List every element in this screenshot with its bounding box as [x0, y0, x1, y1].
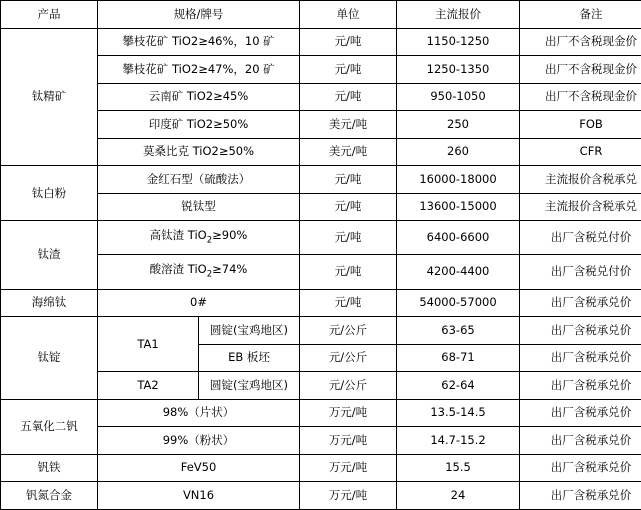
- cell-product: 钒氮合金: [1, 482, 98, 510]
- cell-grade: TA1: [98, 317, 199, 372]
- cell-product: 钒铁: [1, 454, 98, 482]
- table-row: [1, 255, 641, 289]
- cell-remark: FOB: [520, 111, 641, 139]
- cell-remark: 出厂含税承兑价: [520, 454, 641, 482]
- cell-unit: 元/吨: [300, 255, 397, 289]
- cell-remark: 出厂含税兑付价: [520, 255, 641, 289]
- cell-unit: 万元/吨: [300, 399, 397, 427]
- cell-remark: 出厂含税承兑价: [520, 289, 641, 317]
- table-row: [1, 56, 641, 84]
- cell-product: 钛精矿: [1, 28, 98, 166]
- cell-remark: 出厂含税承兑价: [520, 482, 641, 510]
- header-spec: 规格/牌号: [98, 1, 300, 29]
- table-row: [1, 28, 641, 56]
- cell-unit: 万元/吨: [300, 482, 397, 510]
- table-row: [1, 317, 641, 345]
- cell-unit: 元/吨: [300, 83, 397, 111]
- cell-spec: 0#: [98, 289, 300, 317]
- cell-price: 14.7-15.2: [397, 427, 520, 455]
- cell-spec: 酸溶渣 TiO$_2$≥74%: [98, 255, 300, 289]
- table-row: [1, 454, 641, 482]
- cell-price: 950-1050: [397, 83, 520, 111]
- cell-price: 24: [397, 482, 520, 510]
- cell-spec: 印度矿 TiO2≥50%: [98, 111, 300, 139]
- table-row: [1, 399, 641, 427]
- cell-price: 68-71: [397, 344, 520, 372]
- cell-price: 13.5-14.5: [397, 399, 520, 427]
- cell-remark: 出厂含税承兑价: [520, 427, 641, 455]
- table-row: [1, 482, 641, 510]
- cell-price: 1250-1350: [397, 56, 520, 84]
- cell-product: 海绵钛: [1, 289, 98, 317]
- cell-spec: 莫桑比克 TiO2≥50%: [98, 138, 300, 166]
- cell-remark: 主流报价含税承兑: [520, 193, 641, 221]
- cell-price: 63-65: [397, 317, 520, 345]
- cell-unit: 元/公斤: [300, 344, 397, 372]
- cell-spec: 圆锭(宝鸡地区): [199, 317, 300, 345]
- cell-grade: TA2: [98, 372, 199, 400]
- cell-price: 15.5: [397, 454, 520, 482]
- cell-unit: 元/吨: [300, 166, 397, 194]
- cell-remark: 出厂含税兑付价: [520, 221, 641, 255]
- cell-unit: 元/吨: [300, 56, 397, 84]
- cell-price: 13600-15000: [397, 193, 520, 221]
- table-row: [1, 372, 641, 400]
- cell-price: 54000-57000: [397, 289, 520, 317]
- cell-spec: 云南矿 TiO2≥45%: [98, 83, 300, 111]
- cell-spec: VN16: [98, 482, 300, 510]
- cell-unit: 元/吨: [300, 289, 397, 317]
- cell-unit: 元/公斤: [300, 372, 397, 400]
- table-row: [1, 427, 641, 455]
- cell-remark: 出厂不含税现金价: [520, 56, 641, 84]
- cell-price: 6400-6600: [397, 221, 520, 255]
- header-price: 主流报价: [397, 1, 520, 29]
- header-unit: 单位: [300, 1, 397, 29]
- cell-product: 钛渣: [1, 221, 98, 289]
- cell-remark: 出厂含税承兑价: [520, 372, 641, 400]
- table-row: [1, 166, 641, 194]
- cell-spec: FeV50: [98, 454, 300, 482]
- cell-product: 钛锭: [1, 317, 98, 400]
- cell-spec: 金红石型（硫酸法）: [98, 166, 300, 194]
- cell-unit: 美元/吨: [300, 111, 397, 139]
- cell-unit: 元/公斤: [300, 317, 397, 345]
- table-row: [1, 111, 641, 139]
- cell-remark: 出厂含税承兑价: [520, 317, 641, 345]
- cell-spec: EB 板坯: [199, 344, 300, 372]
- cell-remark: 出厂不含税现金价: [520, 28, 641, 56]
- cell-remark: 出厂含税承兑价: [520, 344, 641, 372]
- cell-unit: 万元/吨: [300, 454, 397, 482]
- table-row: [1, 221, 641, 255]
- cell-price: 260: [397, 138, 520, 166]
- cell-spec: 圆锭(宝鸡地区): [199, 372, 300, 400]
- cell-price: 1150-1250: [397, 28, 520, 56]
- cell-price: 16000-18000: [397, 166, 520, 194]
- table-header-row: [1, 1, 641, 29]
- cell-remark: CFR: [520, 138, 641, 166]
- cell-spec: 锐钛型: [98, 193, 300, 221]
- cell-unit: 万元/吨: [300, 427, 397, 455]
- cell-spec: 高钛渣 TiO$_2$≥90%: [98, 221, 300, 255]
- cell-unit: 元/吨: [300, 221, 397, 255]
- cell-spec: 98%（片状）: [98, 399, 300, 427]
- cell-remark: 出厂含税承兑价: [520, 399, 641, 427]
- cell-unit: 元/吨: [300, 193, 397, 221]
- cell-spec: 99%（粉状）: [98, 427, 300, 455]
- cell-product: 五氧化二钒: [1, 399, 98, 454]
- cell-unit: 美元/吨: [300, 138, 397, 166]
- header-product: 产品: [1, 1, 98, 29]
- cell-product: 钛白粉: [1, 166, 98, 221]
- cell-price: 250: [397, 111, 520, 139]
- cell-price: 4200-4400: [397, 255, 520, 289]
- header-remark: 备注: [520, 1, 641, 29]
- cell-remark: 主流报价含税承兑: [520, 166, 641, 194]
- table-row: [1, 138, 641, 166]
- table-row: [1, 83, 641, 111]
- cell-price: 62-64: [397, 372, 520, 400]
- table-row: [1, 289, 641, 317]
- cell-spec: 攀枝花矿 TiO2≥47%，20 矿: [98, 56, 300, 84]
- cell-unit: 元/吨: [300, 28, 397, 56]
- table-row: [1, 193, 641, 221]
- cell-remark: 出厂不含税现金价: [520, 83, 641, 111]
- cell-spec: 攀枝花矿 TiO2≥46%，10 矿: [98, 28, 300, 56]
